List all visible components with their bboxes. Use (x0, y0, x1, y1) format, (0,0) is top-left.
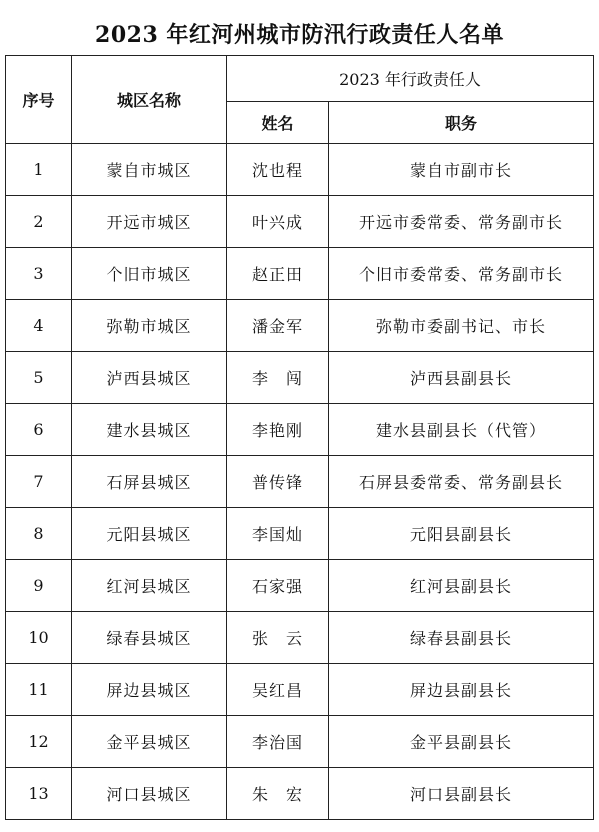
cell-serial-number: 5 (6, 352, 72, 404)
table-row (6, 404, 594, 456)
cell-serial-number: 9 (6, 560, 72, 612)
cell-serial-number: 4 (6, 300, 72, 352)
header-responsible-group: 2023 年行政责任人 (227, 56, 594, 102)
cell-position: 建水县副县长（代管） (329, 404, 594, 456)
cell-area-name: 个旧市城区 (72, 248, 227, 300)
cell-position: 蒙自市副市长 (329, 144, 594, 196)
cell-position: 泸西县副县长 (329, 352, 594, 404)
table-row (6, 144, 594, 196)
header-serial-number: 序号 (6, 56, 72, 144)
cell-person-name: 吴红昌 (227, 664, 329, 716)
cell-serial-number: 6 (6, 404, 72, 456)
header-area-name: 城区名称 (72, 56, 227, 144)
cell-area-name: 元阳县城区 (72, 508, 227, 560)
cell-person-name: 叶兴成 (227, 196, 329, 248)
cell-serial-number: 10 (6, 612, 72, 664)
cell-area-name: 泸西县城区 (72, 352, 227, 404)
table-row (6, 664, 594, 716)
cell-person-name: 李治国 (227, 716, 329, 768)
cell-position: 开远市委常委、常务副市长 (329, 196, 594, 248)
cell-position: 弥勒市委副书记、市长 (329, 300, 594, 352)
cell-position: 河口县副县长 (329, 768, 594, 820)
cell-area-name: 蒙自市城区 (72, 144, 227, 196)
table-header-row (6, 56, 594, 102)
table-row (6, 196, 594, 248)
cell-person-name: 李 闯 (227, 352, 329, 404)
cell-area-name: 弥勒市城区 (72, 300, 227, 352)
cell-person-name: 普传锋 (227, 456, 329, 508)
cell-person-name: 李国灿 (227, 508, 329, 560)
cell-area-name: 建水县城区 (72, 404, 227, 456)
cell-person-name: 李艳刚 (227, 404, 329, 456)
header-person-name: 姓名 (227, 102, 329, 144)
cell-position: 个旧市委常委、常务副市长 (329, 248, 594, 300)
cell-serial-number: 11 (6, 664, 72, 716)
cell-position: 石屏县委常委、常务副县长 (329, 456, 594, 508)
cell-person-name: 朱 宏 (227, 768, 329, 820)
cell-area-name: 红河县城区 (72, 560, 227, 612)
cell-person-name: 潘金军 (227, 300, 329, 352)
table-row (6, 768, 594, 820)
table-row (6, 560, 594, 612)
cell-serial-number: 2 (6, 196, 72, 248)
cell-serial-number: 13 (6, 768, 72, 820)
cell-person-name: 沈也程 (227, 144, 329, 196)
cell-position: 红河县副县长 (329, 560, 594, 612)
responsible-persons-table (5, 55, 594, 820)
page-title: 2023 年红河州城市防汛行政责任人名单 (95, 22, 504, 48)
cell-person-name: 张 云 (227, 612, 329, 664)
cell-position: 元阳县副县长 (329, 508, 594, 560)
cell-area-name: 绿春县城区 (72, 612, 227, 664)
table-row (6, 508, 594, 560)
cell-person-name: 赵正田 (227, 248, 329, 300)
cell-area-name: 开远市城区 (72, 196, 227, 248)
header-position: 职务 (329, 102, 594, 144)
cell-serial-number: 7 (6, 456, 72, 508)
cell-serial-number: 3 (6, 248, 72, 300)
cell-area-name: 金平县城区 (72, 716, 227, 768)
cell-position: 绿春县副县长 (329, 612, 594, 664)
cell-position: 金平县副县长 (329, 716, 594, 768)
table-row (6, 716, 594, 768)
cell-person-name: 石家强 (227, 560, 329, 612)
cell-serial-number: 8 (6, 508, 72, 560)
cell-serial-number: 1 (6, 144, 72, 196)
cell-area-name: 屏边县城区 (72, 664, 227, 716)
cell-serial-number: 12 (6, 716, 72, 768)
table-row (6, 300, 594, 352)
cell-area-name: 石屏县城区 (72, 456, 227, 508)
cell-position: 屏边县副县长 (329, 664, 594, 716)
table-row (6, 456, 594, 508)
table-row (6, 248, 594, 300)
table-row (6, 612, 594, 664)
table-row (6, 352, 594, 404)
cell-area-name: 河口县城区 (72, 768, 227, 820)
